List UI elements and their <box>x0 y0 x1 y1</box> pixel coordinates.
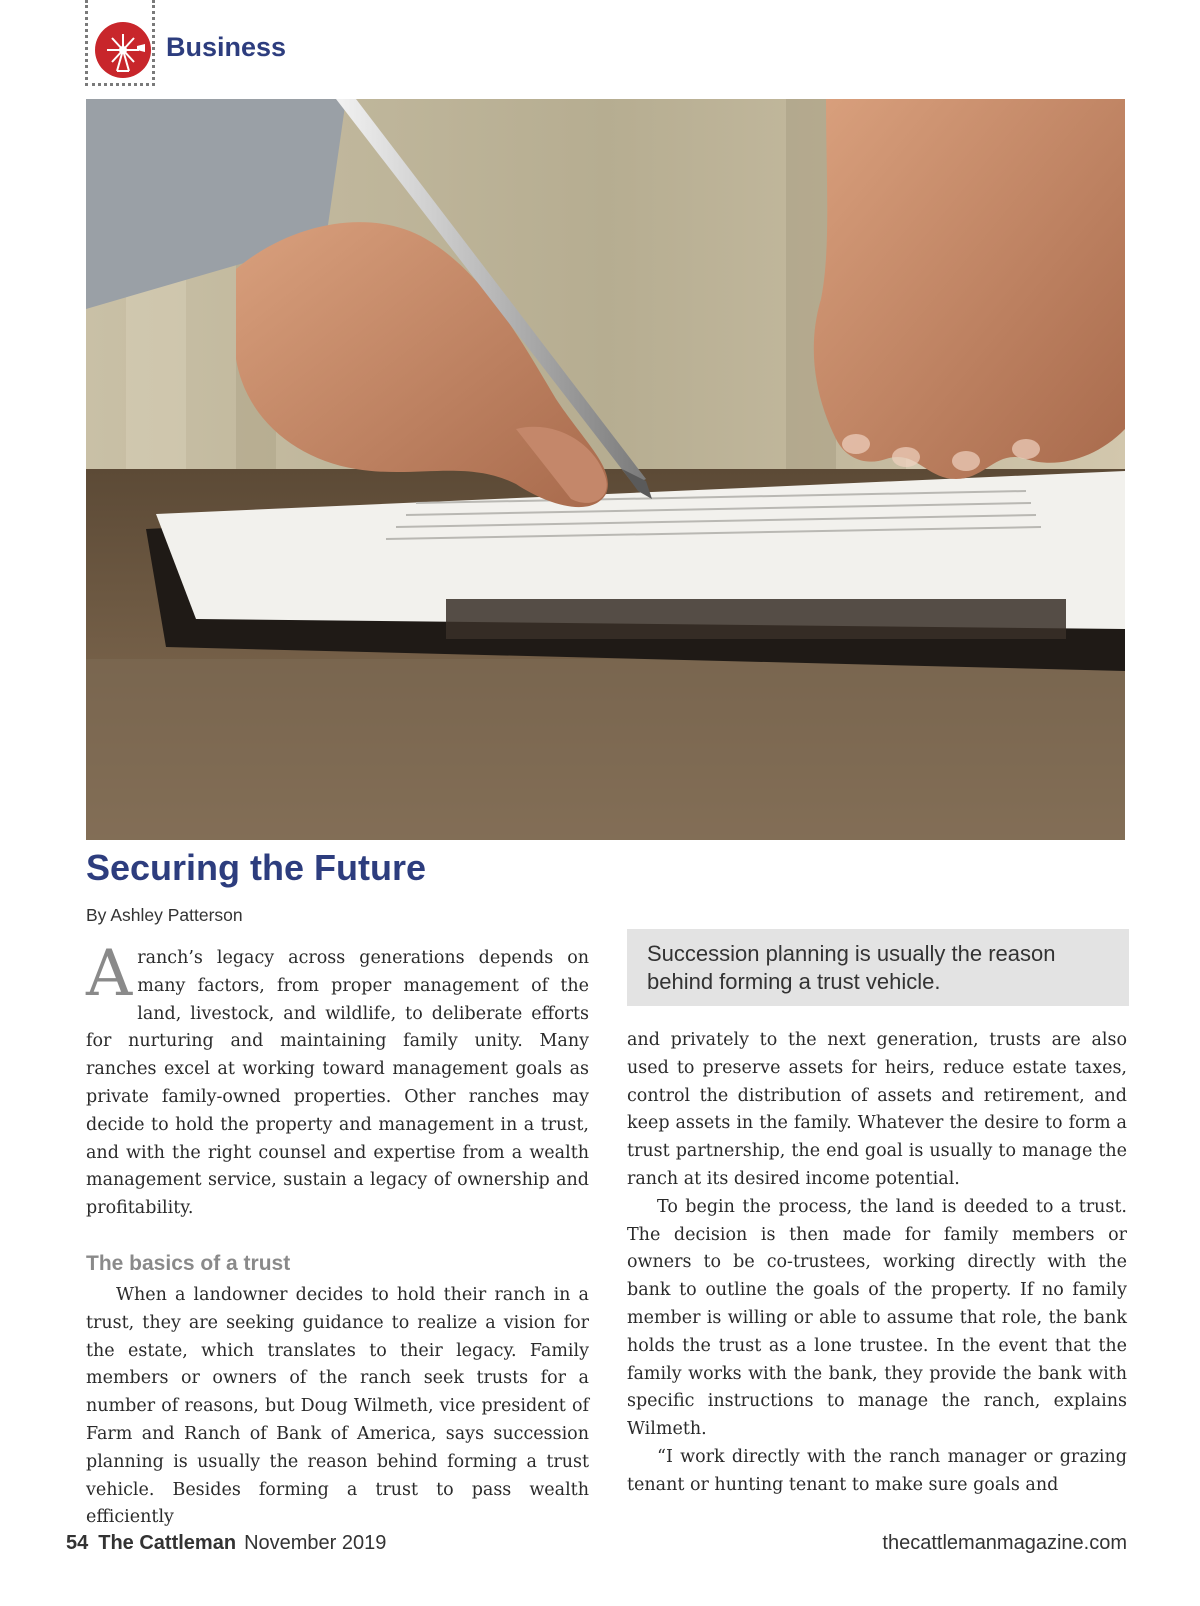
paragraph: When a landowner decides to hold their ranch in a trust, they are seeking guidance to realize a vision for the estate, which translates to their legacy. Family members or owners of the ranch seek trusts for a number of reasons, but Doug Wilmeth, vice president of Farm and Ranch of Bank of America, says succession planning is usually the reason behind forming a trust vehicle. Besides forming a trust to pass wealth efficiently <box>86 1284 589 1528</box>
magazine-name: The Cattleman <box>98 1532 237 1554</box>
article-column-left <box>86 937 589 1532</box>
website-url: thecattlemanmagazine.com <box>882 1532 1127 1554</box>
page-footer <box>66 1532 386 1555</box>
subheading: The basics of a trust <box>86 1251 291 1275</box>
paragraph: and privately to the next generation, trusts are also used to preserve assets for heirs, reduce estate taxes, control the distribution of assets and retirement, and keep assets in the family. Whatever the desire to form a trust partnership, the end goal is usually to manage the ranch at its desired income potential. <box>627 1030 1127 1189</box>
section-label: Business <box>166 32 287 62</box>
paragraph: “I work directly with the ranch manager or grazing tenant or hunting tenant to make sure goals and <box>627 1446 1127 1495</box>
issue-date: November 2019 <box>244 1532 387 1554</box>
byline: By Ashley Patterson <box>86 905 243 925</box>
hand-signing-document-photo <box>86 99 1125 840</box>
paragraph: To begin the process, the land is deeded to a trust. The decision is then made for family members or owners to be co-trustees, working directly with the bank to outline the goals of the property. If no family member is willing or able to assume that role, the bank holds the trust as a lone trustee. In the event that the family works with the bank, they provide the bank with specific instructions to manage the ranch, explains Wilmeth. <box>627 1196 1127 1440</box>
section-tab <box>85 0 155 86</box>
intro-text: ranch’s legacy across generations depends on many factors, from proper management of the land, livestock, and wildlife, to deliberate efforts for nurturing and maintaining family unity. Many ranches excel at working toward management goals as private family-owned properties. Other ranches may decide to hold the property and management in a trust, and with the right counsel and expertise from a wealth management service, sustain a legacy of ownership and profitability. <box>86 948 589 1219</box>
page-number: 54 <box>66 1532 89 1554</box>
windmill-icon <box>95 22 151 78</box>
article-title: Securing the Future <box>86 847 427 888</box>
pull-quote: Succession planning is usually the reason behind forming a trust vehicle. <box>627 929 1129 1006</box>
article-column-right <box>627 1027 1127 1500</box>
intro-paragraph <box>86 937 589 1223</box>
dropcap: A <box>86 937 133 1011</box>
